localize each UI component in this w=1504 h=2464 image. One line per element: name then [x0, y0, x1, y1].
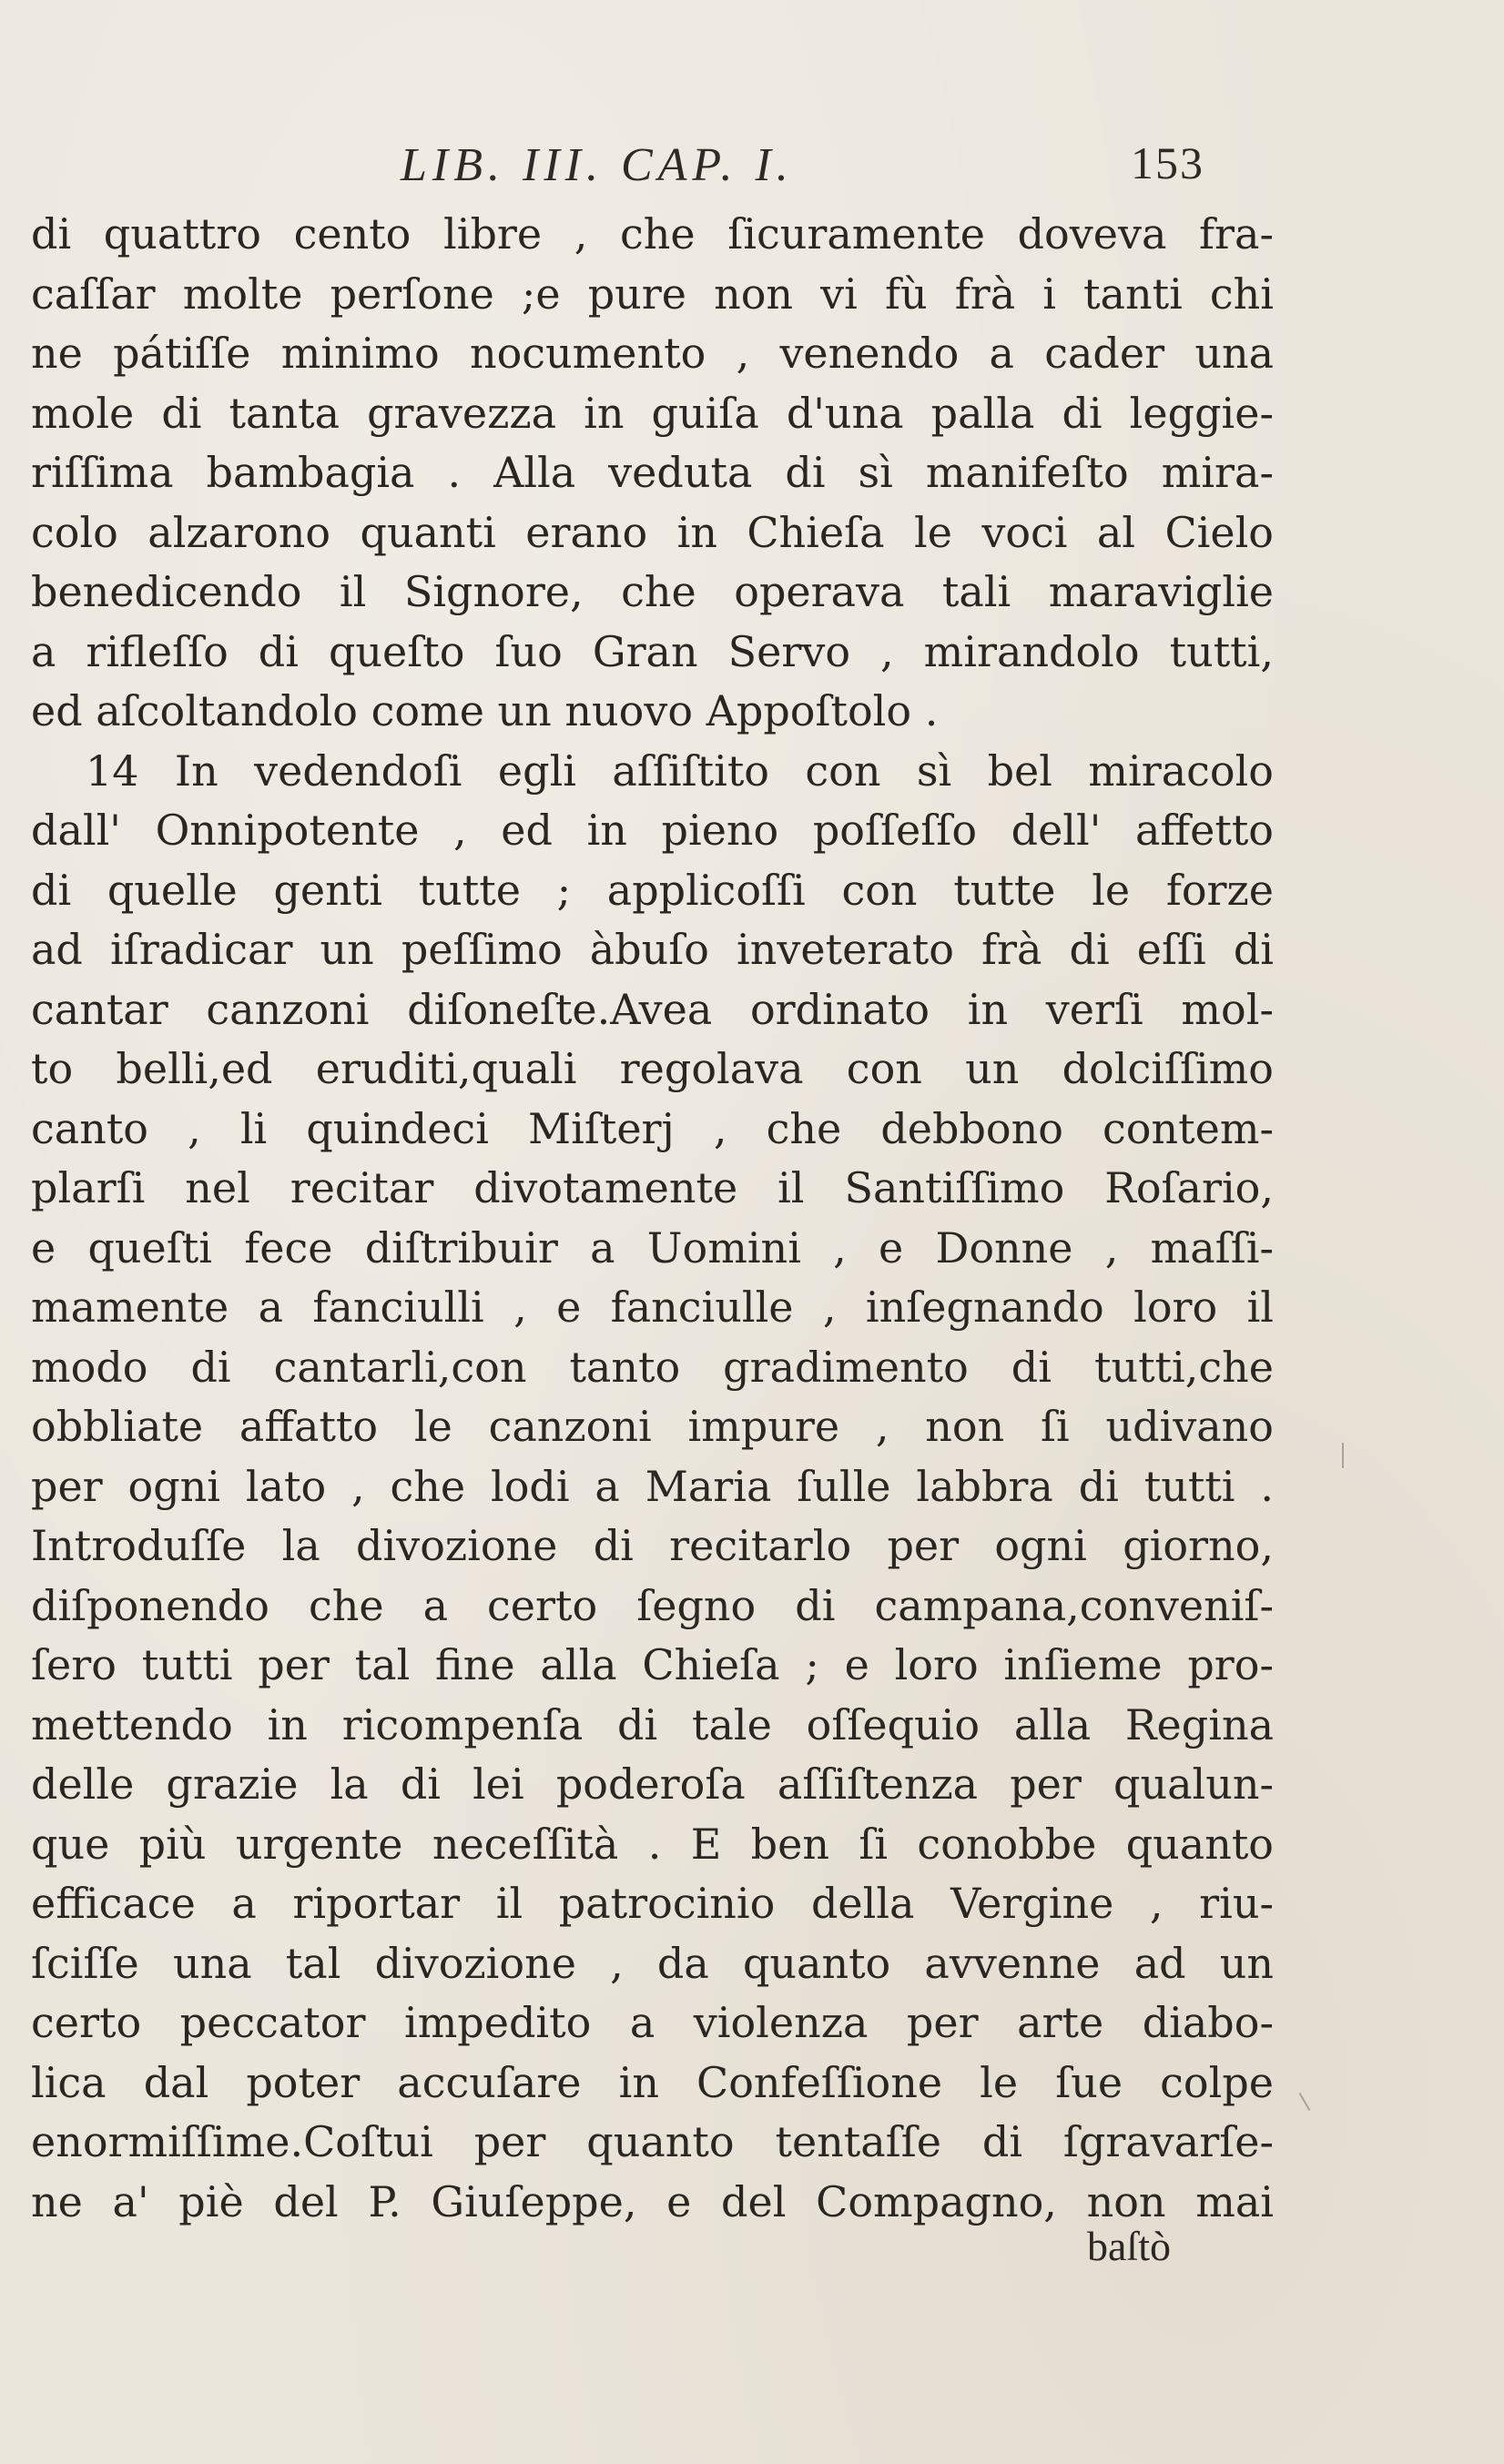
running-title: LIB. III. CAP. I. [401, 139, 794, 191]
text-line: ne a' piè del P. Giuſeppe, e del Compagno, non mai [31, 2176, 1274, 2226]
text-line: plarſi nel recitar divotamente il Santiſſimo Roſario, [31, 1163, 1274, 1212]
text-line: mamente a fanciulli , e fanciulle , inſegnando loro il [31, 1283, 1274, 1332]
text-line: e queſti fece diſtribuir a Uomini , e Donne , maſſi- [31, 1222, 1274, 1273]
text-line: ne pátiſſe minimo nocumento , venendo a cader una [31, 329, 1274, 378]
text-line: que più urgente neceſſità . E ben ſi conobbe quanto [31, 1819, 1274, 1869]
text-line: obbliate affatto le canzoni impure , non ſi udivano [31, 1402, 1274, 1451]
text-line: cantar canzoni diſoneſte.Avea ordinato in verſi mol- [31, 984, 1274, 1034]
text-line: di quattro cento libre , che ſicuramente doveva fra- [31, 209, 1274, 259]
text-line: to belli,ed eruditi,quali regolava con un dolciſſimo [31, 1044, 1274, 1093]
page-number: 153 [1131, 137, 1204, 188]
text-line: diſponendo che a certo ſegno di campana,conveniſ- [31, 1580, 1274, 1630]
text-line: 14 In vedendoſi egli aſſiſtito con sì bel miracolo [86, 745, 1274, 796]
text-line: canto , li quindeci Miſterj , che debbono contem- [31, 1103, 1274, 1153]
text-line: ed aſcoltandolo come un nuovo Appoſtolo . [31, 686, 939, 735]
text-line: ad iſradicar un peſſimo àbuſo inveterato frà di eſſi di [31, 925, 1274, 974]
text-line: certo peccator impedito a violenza per arte diabo- [31, 1998, 1274, 2047]
text-line: colo alzarono quanti erano in Chieſa le voci al Cielo [31, 507, 1274, 557]
catchword: baſtò [1087, 2223, 1171, 2269]
text-line: benedicendo il Signore, che operava tali maraviglie [31, 567, 1274, 616]
text-line: lica dal poter accuſare in Confeſſione le ſue colpe [31, 2057, 1274, 2107]
text-line: riſſima bambagia . Alla veduta di sì manifeſto mira- [31, 448, 1274, 497]
text-line: Introduſſe la divozione di recitarlo per ogni giorno, [31, 1521, 1274, 1570]
text-line: a rifleſſo di queſto ſuo Gran Servo , mirandolo tutti, [31, 626, 1274, 676]
text-line: dall' Onnipotente , ed in pieno poſſeſſo dell' affetto [31, 806, 1274, 855]
text-line: modo di cantarli,con tanto gradimento di tutti,che [31, 1342, 1274, 1392]
text-line: mettendo in ricompenſa di tale oſſequio alla Regina [31, 1699, 1274, 1749]
text-line: di quelle genti tutte ; applicoſſi con tutte le forze [31, 865, 1274, 915]
text-line: mole di tanta gravezza in guiſa d'una palla di leggie- [31, 388, 1274, 438]
text-line: enormiſſime.Coſtui per quanto tentaſſe di ſgravarſe- [31, 2117, 1274, 2166]
margin-mark [1342, 1443, 1344, 1468]
body-text [31, 205, 1274, 2232]
text-line: caſſar molte perſone ;e pure non vi fù frà i tanti chi [31, 269, 1274, 319]
text-line: ſciſſe una tal divozione , da quanto avvenne ad un [31, 1938, 1274, 1988]
margin-mark [1299, 2093, 1311, 2111]
text-line: ſero tutti per tal fine alla Chieſa ; e loro inſieme pro- [31, 1640, 1274, 1689]
text-line: delle grazie la di lei poderoſa aſſiſtenza per qualun- [31, 1759, 1274, 1809]
text-line: per ogni lato , che lodi a Maria ſulle labbra di tutti . [31, 1461, 1274, 1511]
text-line: efficace a riportar il patrocinio della Vergine , riu- [31, 1879, 1274, 1928]
